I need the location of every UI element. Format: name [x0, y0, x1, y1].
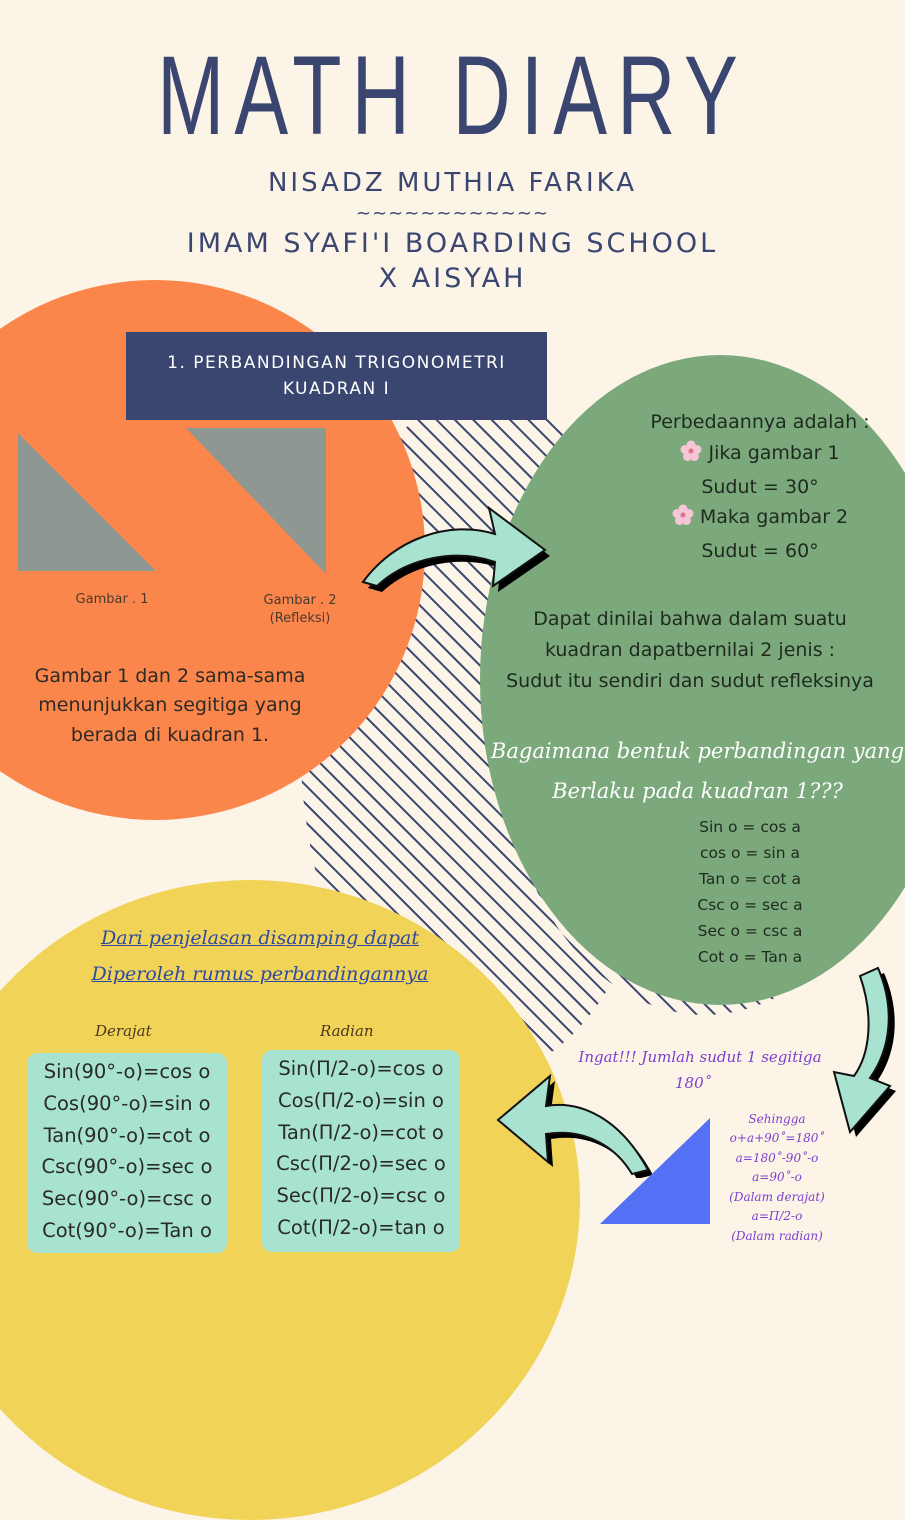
reminder-line: 180˚ [675, 1074, 712, 1093]
formula-item: Cos(Π/2-o)=sin o [278, 1088, 444, 1112]
triangle-figure-2 [186, 428, 328, 576]
derivation-line: Sehingga [748, 1112, 806, 1126]
flower-bullet-icon [680, 440, 702, 472]
triangle-figure-1 [18, 433, 158, 573]
ratio-list [665, 814, 835, 970]
difference-item-label: Maka gambar 2 [699, 506, 849, 529]
derivation-line: (Dalam derajat) [729, 1189, 825, 1204]
ratio-item: Sin o = cos a [699, 818, 801, 836]
school-name: IMAM SYAFI'I BOARDING SCHOOL [186, 228, 719, 259]
header-divider: ~~~~~~~~~~~~ [356, 203, 549, 224]
formula-item: Sin(Π/2-o)=cos o [278, 1057, 444, 1080]
conclusion-block [480, 604, 900, 696]
formula-heading-line: Dari penjelasan disamping dapat [101, 927, 419, 949]
orange-text-line: berada di kuadran 1. [70, 723, 270, 746]
difference-value-2: Sudut = 60° [701, 540, 819, 563]
formula-item: Sec(Π/2-o)=csc o [276, 1184, 446, 1208]
ratio-item: Cot o = Tan a [697, 948, 803, 967]
section-heading-line2: KUADRAN I [282, 379, 391, 399]
derivation-steps [712, 1110, 842, 1246]
difference-value-1: Sudut = 30° [701, 475, 819, 498]
conclusion-line: kuadran dapatbernilai 2 jenis : [544, 638, 836, 661]
difference-title: Perbedaannya adalah : [650, 411, 870, 433]
reminder-note [560, 1044, 840, 1097]
ratio-item: Tan o = cot a [699, 870, 801, 889]
question-line: Bagaimana bentuk perbandingan yang [490, 739, 905, 763]
section-heading [126, 332, 547, 420]
formula-item: Cos(90°-o)=sin o [43, 1091, 211, 1115]
page-title: MATH DIARY [157, 33, 748, 158]
difference-item-1 [615, 438, 905, 472]
derivation-line: a=180˚-90˚-o [735, 1150, 819, 1165]
degree-formula-box [27, 1053, 227, 1253]
ratio-item: cos o = sin a [700, 844, 800, 863]
derivation-line: o+a+90˚=180˚ [729, 1131, 825, 1146]
derivation-line: a=Π/2-o [751, 1209, 803, 1224]
class-name: X AISYAH [378, 263, 527, 294]
difference-item-2 [615, 502, 905, 536]
formula-heading [60, 920, 460, 992]
question-line: Berlaku pada kuadran 1??? [552, 778, 843, 803]
orange-text-line: Gambar 1 dan 2 sama-sama [34, 665, 306, 687]
orange-text-line: menunjukkan segitiga yang [38, 694, 302, 717]
ratio-item: Sec o = csc a [697, 922, 803, 941]
conclusion-line: Sudut itu sendiri dan sudut refleksinya [506, 669, 874, 692]
flower-bullet-icon [672, 504, 694, 536]
formula-item: Sin(90°-o)=cos o [43, 1060, 211, 1083]
degree-column-label: Derajat [95, 1022, 152, 1040]
right-triangle-figure [600, 1118, 712, 1226]
formula-heading-line: Diperoleh rumus perbandingannya [91, 963, 429, 986]
derivation-line: (Dalam radian) [731, 1228, 823, 1243]
question-block [490, 732, 905, 812]
curved-arrow-icon [355, 490, 555, 600]
difference-block [615, 407, 905, 567]
orange-explanation [10, 662, 330, 750]
radian-formula-box [262, 1050, 460, 1252]
difference-item-label: Jika gambar 1 [708, 441, 840, 464]
formula-item: Tan(90°-o)=cot o [43, 1123, 211, 1147]
figure-2-caption-line1: Gambar . 2 [263, 593, 337, 608]
figure-2-caption-line2: (Refleksi) [269, 611, 331, 627]
figure-2-caption [240, 592, 360, 628]
conclusion-line: Dapat dinilai bahwa dalam suatu [533, 608, 847, 630]
formula-item: Sec(90°-o)=csc o [41, 1187, 213, 1211]
formula-item: Cot(Π/2-o)=tan o [277, 1215, 445, 1239]
formula-item: Cot(90°-o)=Tan o [42, 1218, 212, 1242]
formula-item: Tan(Π/2-o)=cot o [278, 1120, 444, 1144]
radian-column-label: Radian [320, 1022, 374, 1040]
section-heading-line1: 1. PERBANDINGAN TRIGONOMETRI [167, 352, 506, 373]
formula-item: Csc(Π/2-o)=sec o [276, 1152, 446, 1176]
derivation-line: a=90˚-o [752, 1170, 802, 1185]
ratio-item: Csc o = sec a [697, 896, 803, 915]
reminder-line: Ingat!!! Jumlah sudut 1 segitiga [578, 1048, 822, 1066]
formula-item: Csc(90°-o)=sec o [41, 1155, 213, 1179]
figure-1-caption: Gambar . 1 [75, 592, 149, 607]
author-name: NISADZ MUTHIA FARIKA [267, 168, 638, 198]
